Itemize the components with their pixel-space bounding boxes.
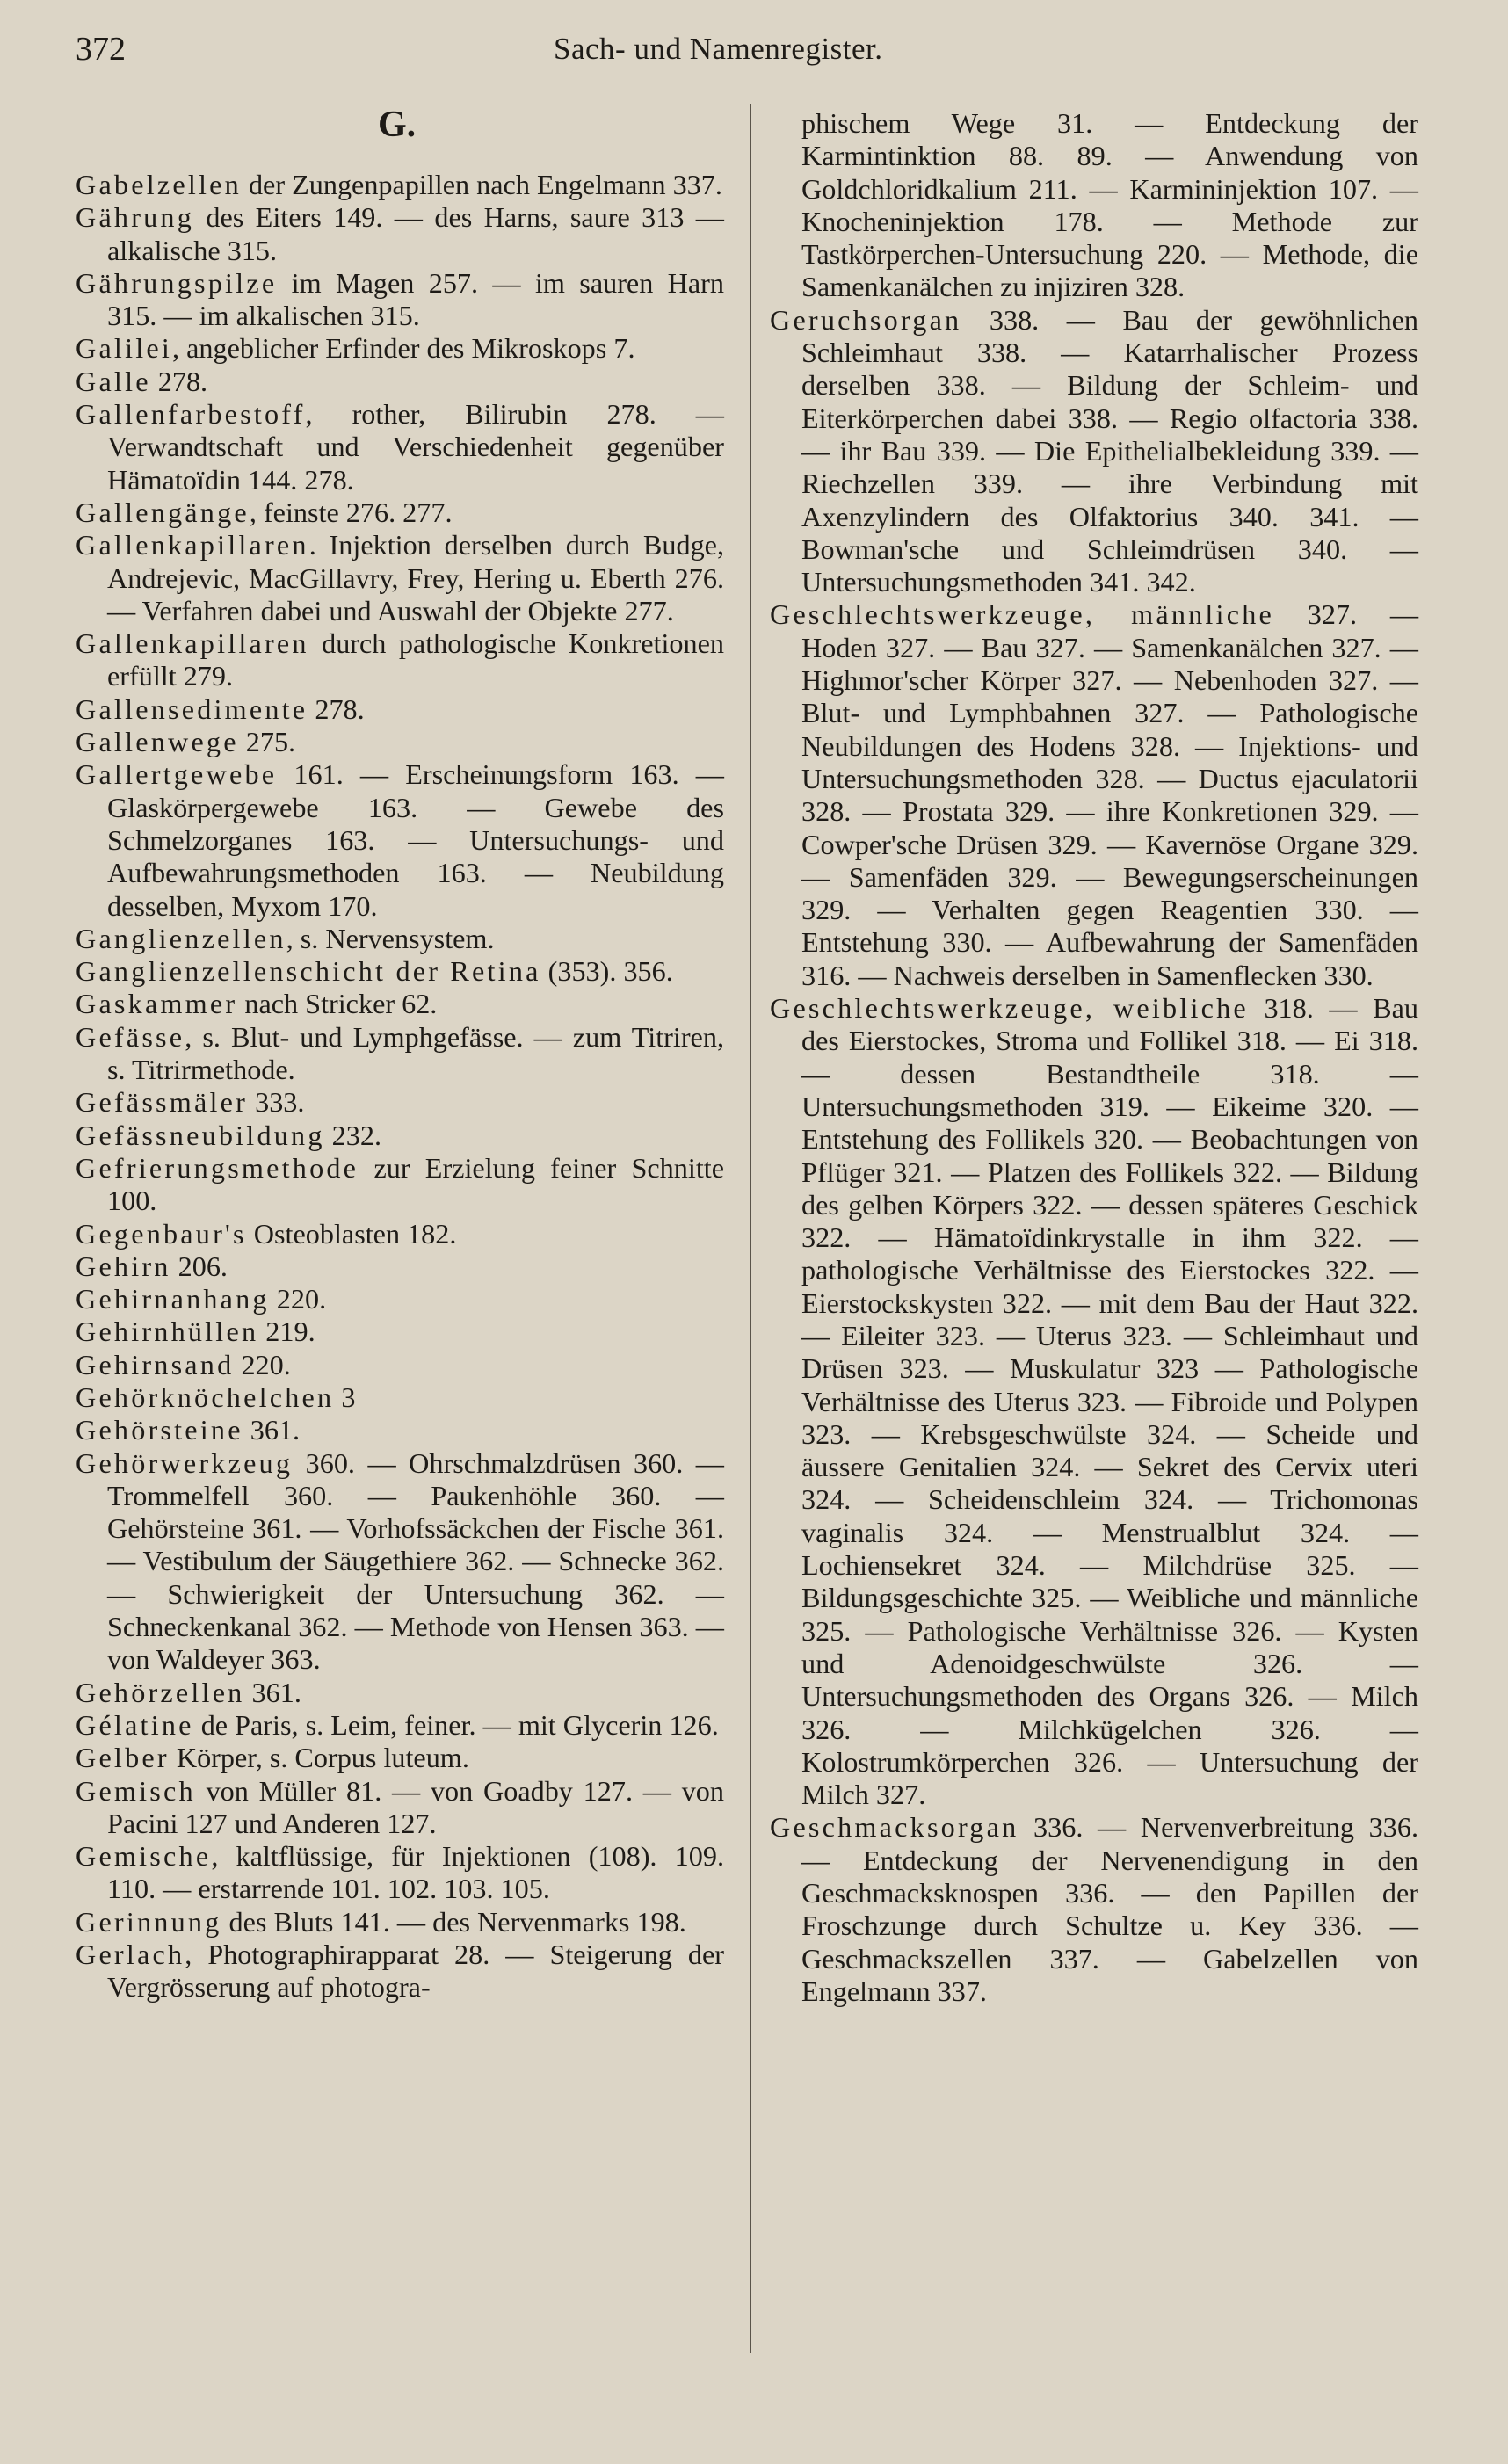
index-entry <box>76 923 724 955</box>
entry-text: de Paris, s. Leim, feiner. — mit Glycerin 126. <box>193 1708 719 1741</box>
index-entry <box>770 304 1418 599</box>
section-letter: G. <box>378 105 417 145</box>
entry-text: 336. — Nervenverbreitung 336. — Entdeckung der Nervenendigung in den Geschmacksknospen 336. — den Papillen der Froschzunge durch Schultze u. Key 336. — Geschmackszellen 337. — Gabelzellen von Engelmann 337. <box>801 1811 1418 2007</box>
entry-text: 338. — Bau der gewöhnlichen Schleimhaut 338. — Katarrhalischer Prozess derselben 338. — Bildung der Schleim- und Eiterkörperchen dabei 338. — Regio olfactoria 338. — ihr Bau 339. — Die Epithelialbekleidung 339. — Riechzellen 339. — ihre Verbindung mit Axenzylindern des Olfaktorius 340. 341. — Bowman'sche und Schleimdrüsen 340. — Untersuchungsmethoden 341. 342. <box>801 303 1418 598</box>
entry-text: 220. <box>234 1348 291 1381</box>
index-entry <box>770 1811 1418 2008</box>
entry-text: 318. — Bau des Eierstockes, Stroma und Follikel 318. — Ei 318. — dessen Bestandtheile 318. — Untersuchungsmethoden 319. — Eikeime 320. — Entstehung des Follikels 320. — Beobachtungen von Pflüger 321. — Platzen des Follikels 322. — Bildung des gelben Körpers 322. — dessen späteres Geschick 322. — Hämatoïdinkrystalle in ihm 322. — pathologische Verhältnisse des Eierstockes 322. — Eierstockskysten 322. — mit dem Bau der Haut 322. — Eileiter 323. — Uterus 323. — Schleimhaut und Drüsen 323. — Muskulatur 323 — Pathologische Verhältnisse des Uterus 323. — Fibroide und Polypen 323. — Krebsgeschwülste 324. — Scheide und äussere Genitalien 324. — Sekret des Cervix uteri 324. — Scheidenschleim 324. — Trichomonas vaginalis 324. — Menstrualblut 324. — Lochiensekret 324. — Milchdrüse 325. — Bildungsgeschichte 325. — Weibliche und männliche 325. — Pathologische Verhältnisse 326. — Kysten und Adenoidgeschwülste 326. — Untersuchungsmethoden des Organs 326. — Milch 326. — Milchkügelchen 326. — Kolostrumkörperchen 326. — Untersuchung der Milch 327. <box>801 992 1418 1811</box>
index-entry <box>76 1677 724 1709</box>
index-entry <box>76 955 724 988</box>
index-entry <box>76 758 724 922</box>
running-title: Sach- und Namenregister. <box>554 32 883 66</box>
entry-headword: Gaskammer <box>76 988 238 1020</box>
entry-text: im Magen 257. — im sauren Harn 315. — im alkalischen 315. <box>107 266 724 332</box>
entry-headword: Gerinnung <box>76 1905 222 1938</box>
entry-headword: Gallenkapillaren <box>76 627 309 660</box>
index-entry <box>76 693 724 726</box>
entry-headword: Gélatine <box>76 1708 194 1741</box>
column-divider <box>750 104 751 2353</box>
entry-headword: Galle <box>76 365 151 397</box>
index-entry <box>76 1709 724 1742</box>
entry-headword: Geschlechtswerkzeuge, weibliche <box>770 992 1249 1025</box>
entry-text: 219. <box>258 1315 315 1348</box>
page-number: 372 <box>76 31 126 68</box>
entry-headword: Gehirnsand <box>76 1348 235 1381</box>
entry-text: , s. Nervensystem. <box>286 922 495 954</box>
entry-text: , Photographirapparat 28. — Steigerung der Vergrösserung auf photogra- <box>107 1939 724 2004</box>
entry-headword: Gallenkapillaren <box>76 529 309 562</box>
entry-headword: Gallensedimente <box>76 692 308 725</box>
index-entry <box>76 1939 724 2004</box>
entry-headword: Geschmacksorgan <box>770 1811 1019 1844</box>
right-column <box>770 107 1418 2008</box>
index-entry <box>76 1315 724 1348</box>
entry-text: 232. <box>324 1119 381 1151</box>
entry-headword: Gehirn <box>76 1250 171 1282</box>
entry-text: des Eiters 149. — des Harns, saure 313 — alkalische 315. <box>107 201 724 266</box>
index-entry <box>76 1086 724 1119</box>
index-entry <box>76 1906 724 1939</box>
index-entry <box>76 1742 724 1774</box>
entry-text: , feinste 276. 277. <box>249 496 453 528</box>
entry-text: 161. — Erscheinungsform 163. — Glaskörpergewebe 163. — Gewebe des Schmelzorganes 163. — Untersuchungs- und Aufbewahrungsmethoden 163. — Neubildung desselben, Myxom 170. <box>107 758 724 922</box>
entry-text: von Müller 81. — von Goadby 127. — von Pacini 127 und Anderen 127. <box>107 1774 724 1839</box>
entry-text: nach Stricker 62. <box>237 988 438 1020</box>
index-entry <box>76 332 724 365</box>
entry-text: Körper, s. Corpus luteum. <box>169 1742 469 1774</box>
entry-text: . Injektion derselben durch Budge, Andrejevic, MacGillavry, Frey, Hering u. Eberth 276. — Verfahren dabei und Auswahl der Objekte 277. <box>107 529 724 627</box>
entry-headword: Gefässneubildung <box>76 1119 325 1151</box>
entry-headword: Gehörsteine <box>76 1414 243 1446</box>
entry-headword: Geschlechtswerkzeuge, männliche <box>770 598 1274 631</box>
entry-text: , rother, Bilirubin 278. — Verwandtschaft und Verschiedenheit gegenüber Hämatoïdin 144. 278. <box>107 398 724 496</box>
entry-headword: Geruchsorgan <box>770 303 962 336</box>
entry-headword: Gemische <box>76 1840 212 1873</box>
entry-headword: Gemisch <box>76 1774 196 1807</box>
entry-headword: Gallenwege <box>76 726 239 758</box>
entry-text: zur Erzielung feiner Schnitte 100. <box>107 1151 724 1217</box>
entry-text: 278. <box>308 692 365 725</box>
index-entry <box>76 529 724 627</box>
entry-text: , s. Blut- und Lymphgefässe. — zum Titriren, s. Titrirmethode. <box>107 1020 724 1086</box>
index-entry <box>76 1775 724 1841</box>
index-entry <box>76 496 724 529</box>
index-entry <box>76 1840 724 1906</box>
index-entry <box>76 1152 724 1218</box>
entry-text: 361. <box>243 1414 301 1446</box>
entry-headword: Gerlach <box>76 1939 185 1971</box>
index-entry <box>76 1447 724 1677</box>
entry-headword: Gährungspilze <box>76 266 278 299</box>
index-entry <box>76 988 724 1020</box>
index-entry <box>76 1349 724 1381</box>
index-entry <box>76 398 724 496</box>
index-entry <box>770 598 1418 992</box>
entry-headword: Gegenbaur's <box>76 1217 247 1250</box>
entry-text: 206. <box>170 1250 228 1282</box>
entry-text: durch pathologische Konkretionen erfüllt 279. <box>107 627 724 692</box>
entry-text: 275. <box>238 726 296 758</box>
index-entry <box>76 1283 724 1315</box>
index-entry <box>76 726 724 758</box>
index-entry <box>770 992 1418 1811</box>
entry-headword: Gehörzellen <box>76 1676 245 1708</box>
entry-headword: Ganglienzellen <box>76 922 286 954</box>
entry-text: 327. — Hoden 327. — Bau 327. — Samenkanälchen 327. — Highmor'scher Körper 327. — Nebenhoden 327. — Blut- und Lymphbahnen 327. — Pathologische Neubildungen des Hodens 328. — Injektions- und Untersuchungsmethoden 328. — Ductus ejaculatorii 328. — Prostata 329. — ihre Konkretionen 329. — Cowper'sche Drüsen 329. — Kavernöse Organe 329. — Samenfäden 329. — Bewegungserscheinungen 329. — Verhalten gegen Reagentien 330. — Entstehung 330. — Aufbewahrung der Samenfäden 316. — Nachweis derselben in Samenflecken 330. <box>801 598 1419 991</box>
entry-headword: Galilei <box>76 332 172 365</box>
index-entry <box>76 1381 724 1414</box>
entry-headword: Gallenfarbestoff <box>76 398 306 431</box>
index-entry <box>76 1250 724 1283</box>
entry-text: Osteoblasten 182. <box>246 1217 457 1250</box>
index-entry <box>76 1414 724 1446</box>
index-entry <box>76 267 724 333</box>
entry-text: 3 <box>334 1381 356 1413</box>
entry-text: , kaltflüssige, für Injektionen (108). 109. 110. — erstarrende 101. 102. 103. 105. <box>107 1840 724 1905</box>
entry-headword: Gefässmäler <box>76 1086 249 1119</box>
index-entry <box>76 366 724 398</box>
entry-headword: Gefrierungsmethode <box>76 1151 359 1184</box>
entry-headword: Gabelzellen <box>76 169 242 200</box>
entry-text: 278. <box>150 365 208 397</box>
entry-headword: Ganglienzellenschicht der Retina <box>76 955 541 988</box>
entry-text: , angeblicher Erfinder des Mikroskops 7. <box>172 332 635 365</box>
index-entry <box>770 107 1418 304</box>
index-entry <box>76 1021 724 1087</box>
entry-headword: Gefässe <box>76 1020 185 1053</box>
index-entry <box>76 169 724 201</box>
entry-headword: Gelber <box>76 1742 170 1774</box>
entry-text: 361. <box>244 1676 301 1708</box>
entry-text: der Zungenpapillen nach Engelmann 337. <box>241 169 722 200</box>
index-entry <box>76 1218 724 1250</box>
left-column <box>76 169 724 2004</box>
entry-headword: Gehirnanhang <box>76 1283 270 1315</box>
entry-headword: Gehörknöchelchen <box>76 1381 335 1413</box>
entry-headword: Gallertgewebe <box>76 758 278 791</box>
entry-text: 220. <box>269 1283 327 1315</box>
index-entry <box>76 1120 724 1152</box>
index-entry <box>76 201 724 267</box>
entry-headword: Gehörwerkzeug <box>76 1446 294 1479</box>
entry-text: (353). 356. <box>540 955 673 988</box>
entry-text: phischem Wege 31. — Entdeckung der Karmintinktion 88. 89. — Anwendung von Goldchloridkalium 211. — Karmininjektion 107. — Knocheninjektion 178. — Methode zur Tastkörperchen-Untersuchung 220. — Methode, die Samenkanälchen zu injiziren 328. <box>801 107 1418 303</box>
entry-headword: Gährung <box>76 201 195 234</box>
entry-headword: Gehirnhüllen <box>76 1315 259 1348</box>
entry-text: des Bluts 141. — des Nervenmarks 198. <box>221 1905 686 1938</box>
index-entry <box>76 627 724 693</box>
entry-headword: Gallengänge <box>76 496 250 528</box>
entry-text: 333. <box>248 1086 305 1119</box>
entry-text: 360. — Ohrschmalzdrüsen 360. — Trommelfell 360. — Paukenhöhle 360. — Gehörsteine 361. — Vorhofssäckchen der Fische 361. — Vestibulum der Säugethiere 362. — Schnecke 362. — Schwierigkeit der Untersuchung 362. — Schneckenkanal 362. — Methode von Hensen 363. — von Waldeyer 363. <box>107 1446 724 1676</box>
